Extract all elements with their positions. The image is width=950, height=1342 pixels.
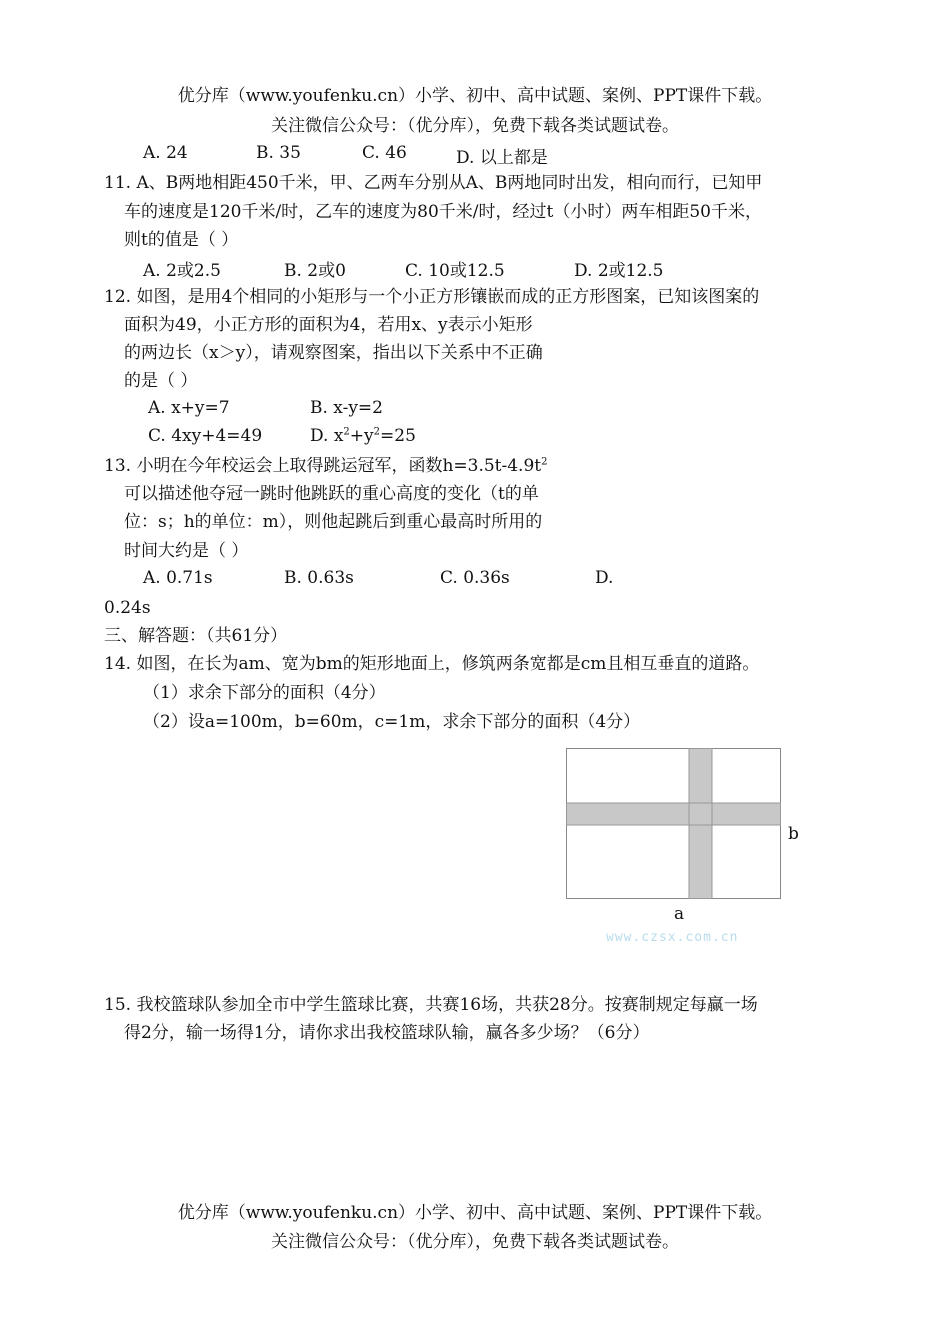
q13-line-1: 13. 小明在今年校运会上取得跳运冠军，函数$h=3.5t-4.9t^2$ <box>104 456 548 476</box>
q12-option-b: B. x-y=2 <box>310 398 383 418</box>
q14-line-1: 14. 如图，在长为am、宽为bm的矩形地面上，修筑两条宽都是cm且相互垂直的道路。 <box>104 654 760 674</box>
q12-option-a: A. x+y=7 <box>148 398 230 418</box>
q13-option-a: A. 0.71s <box>143 568 213 588</box>
watermark: www.czsx.com.cn <box>606 930 739 945</box>
q12-option-d: D. $x^2+y^2=25$ <box>310 426 416 446</box>
q13-option-d-wrap: 0.24s <box>104 598 151 618</box>
q15-line-1: 15. 我校篮球队参加全市中学生篮球比赛，共赛16场，共获28分。按赛制规定每赢一场 <box>104 995 758 1015</box>
q13-line-3: 位：s；h的单位：m），则他起跳后到重心最高时所用的 <box>124 512 543 532</box>
q12-line-4: 的是（ ） <box>124 371 198 391</box>
q14-part-2: （2）设a=100m，b=60m，c=1m，求余下部分的面积（4分） <box>143 712 641 732</box>
label-b: b <box>788 824 799 844</box>
q13-line-4: 时间大约是（ ） <box>124 541 249 561</box>
q12-line-1: 12. 如图，是用4个相同的小矩形与一个小正方形镶嵌而成的正方形图案，已知该图案的 <box>104 287 760 307</box>
q11-line-1: 11. A、B两地相距450千米，甲、乙两车分别从A、B两地同时出发，相向而行，已知甲 <box>104 173 763 193</box>
q10-option-a: A. 24 <box>143 143 188 163</box>
section-heading: 三、解答题：（共61分） <box>104 626 288 646</box>
q10-option-c: C. 46 <box>362 143 407 163</box>
q12-line-3: 的两边长（x＞y），请观察图案，指出以下关系中不正确 <box>124 343 543 363</box>
footer-line-1: 优分库（www.youfenku.cn）小学、初中、高中试题、案例、PPT课件下载。 <box>177 1203 773 1223</box>
q12-line-2: 面积为49，小正方形的面积为4，若用x、y表示小矩形 <box>124 315 533 335</box>
q14-part-1: （1）求余下部分的面积（4分） <box>143 683 386 703</box>
footer-line-2: 关注微信公众号：（优分库），免费下载各类试题试卷。 <box>271 1232 679 1252</box>
q13-option-c: C. 0.36s <box>440 568 510 588</box>
q10-option-d: D. 以上都是 <box>456 148 548 168</box>
q11-line-3: 则t的值是（ ） <box>124 230 239 250</box>
q11-option-a: A. 2或2.5 <box>143 261 221 281</box>
q13-option-d: D. <box>595 568 614 588</box>
q13-option-b: B. 0.63s <box>284 568 354 588</box>
header-line-1: 优分库（www.youfenku.cn）小学、初中、高中试题、案例、PPT课件下载。 <box>177 86 773 106</box>
q11-option-d: D. 2或12.5 <box>574 261 664 281</box>
q11-option-b: B. 2或0 <box>284 261 346 281</box>
q12-option-c: C. 4xy+4=49 <box>148 426 263 446</box>
q15-line-2: 得2分，输一场得1分，请你求出我校篮球队输，赢各多少场？（6分） <box>124 1023 650 1043</box>
road-diagram <box>566 748 782 900</box>
road-intersection <box>689 803 712 825</box>
q10-option-b: B. 35 <box>256 143 301 163</box>
q11-option-c: C. 10或12.5 <box>405 261 505 281</box>
q13-line-2: 可以描述他夺冠一跳时他跳跃的重心高度的变化（t的单 <box>124 484 539 504</box>
q11-line-2: 车的速度是120千米/时，乙车的速度为80千米/时，经过t（小时）两车相距50千米， <box>124 202 762 222</box>
horizontal-road <box>567 803 781 825</box>
header-line-2: 关注微信公众号：（优分库），免费下载各类试题试卷。 <box>271 116 679 136</box>
label-a: a <box>674 904 685 924</box>
